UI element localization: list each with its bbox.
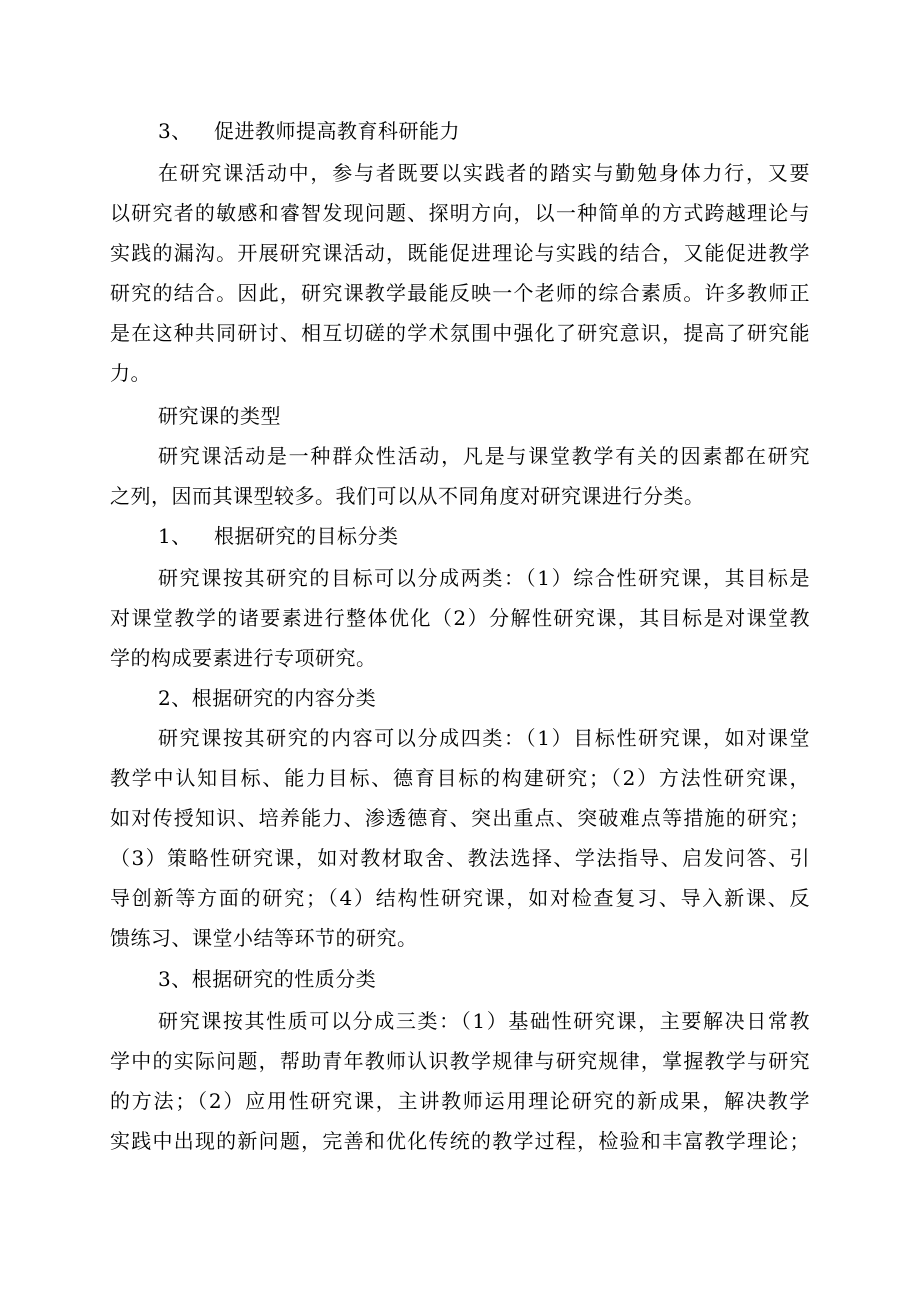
heading-1-number: 1、 [158,524,192,548]
paragraph-line: 对课堂教学的诸要素进行整体优化（2）分解性研究课，其目标是对课堂教 [110,606,810,630]
paragraph-line: 在研究课活动中，参与者既要以实践者的踏实与勤勉身体力行，又要 [158,161,810,185]
paragraph-line: 研究课按其性质可以分成三类：（1）基础性研究课，主要解决日常教 [158,1009,810,1033]
paragraph-line: 教学中认知目标、能力目标、德育目标的构建研究；（2）方法性研究课， [110,766,810,790]
paragraph-line: 馈练习、课堂小结等环节的研究。 [110,926,418,950]
paragraph-line: 学的构成要素进行专项研究。 [110,646,377,670]
paragraph-line: 研究的结合。因此，研究课教学最能反映一个老师的综合素质。许多教师正 [110,281,810,305]
paragraph-line: 是在这种共同研讨、相互切磋的学术氛围中强化了研究意识，提高了研究能 [110,321,810,345]
paragraph-line: 研究课活动是一种群众性活动，凡是与课堂教学有关的因素都在研究 [158,444,810,468]
heading-1 [158,523,399,549]
heading-3-title: 促进教师提高教育科研能力 [214,119,460,143]
paragraph-line: 以研究者的敏感和睿智发现问题、探明方向，以一种简单的方式跨越理论与 [110,201,810,225]
paragraph-line: 研究课按其研究的内容可以分成四类：（1）目标性研究课，如对课堂 [158,726,810,750]
paragraph-line: （3）策略性研究课，如对教材取舍、教法选择、学法指导、启发问答、引 [110,846,810,870]
heading-3-number: 3、 [158,119,192,143]
paragraph-line: 力。 [110,361,151,385]
paragraph-line: 的方法；（2）应用性研究课，主讲教师运用理论研究的新成果，解决教学 [110,1089,810,1113]
paragraph-line: 研究课按其研究的目标可以分成两类：（1）综合性研究课，其目标是 [158,566,810,590]
heading-3b: 3、根据研究的性质分类 [158,967,377,991]
paragraph-line: 导创新等方面的研究；（4）结构性研究课，如对检查复习、导入新课、反 [110,886,810,910]
paragraph-line: 学中的实际问题，帮助青年教师认识教学规律与研究规律，掌握教学与研究 [110,1049,810,1073]
section-title-types: 研究课的类型 [158,404,281,428]
paragraph-line: 之列，因而其课型较多。我们可以从不同角度对研究课进行分类。 [110,484,705,508]
paragraph-line: 实践的漏沟。开展研究课活动，既能促进理论与实践的结合，又能促进教学 [110,241,810,265]
heading-1-title: 根据研究的目标分类 [214,524,399,548]
heading-3 [158,118,460,144]
paragraph-line: 如对传授知识、培养能力、渗透德育、突出重点、突破难点等措施的研究； [110,806,810,830]
paragraph-line: 实践中出现的新问题，完善和优化传统的教学过程，检验和丰富教学理论； [110,1129,810,1153]
heading-2: 2、根据研究的内容分类 [158,686,377,710]
